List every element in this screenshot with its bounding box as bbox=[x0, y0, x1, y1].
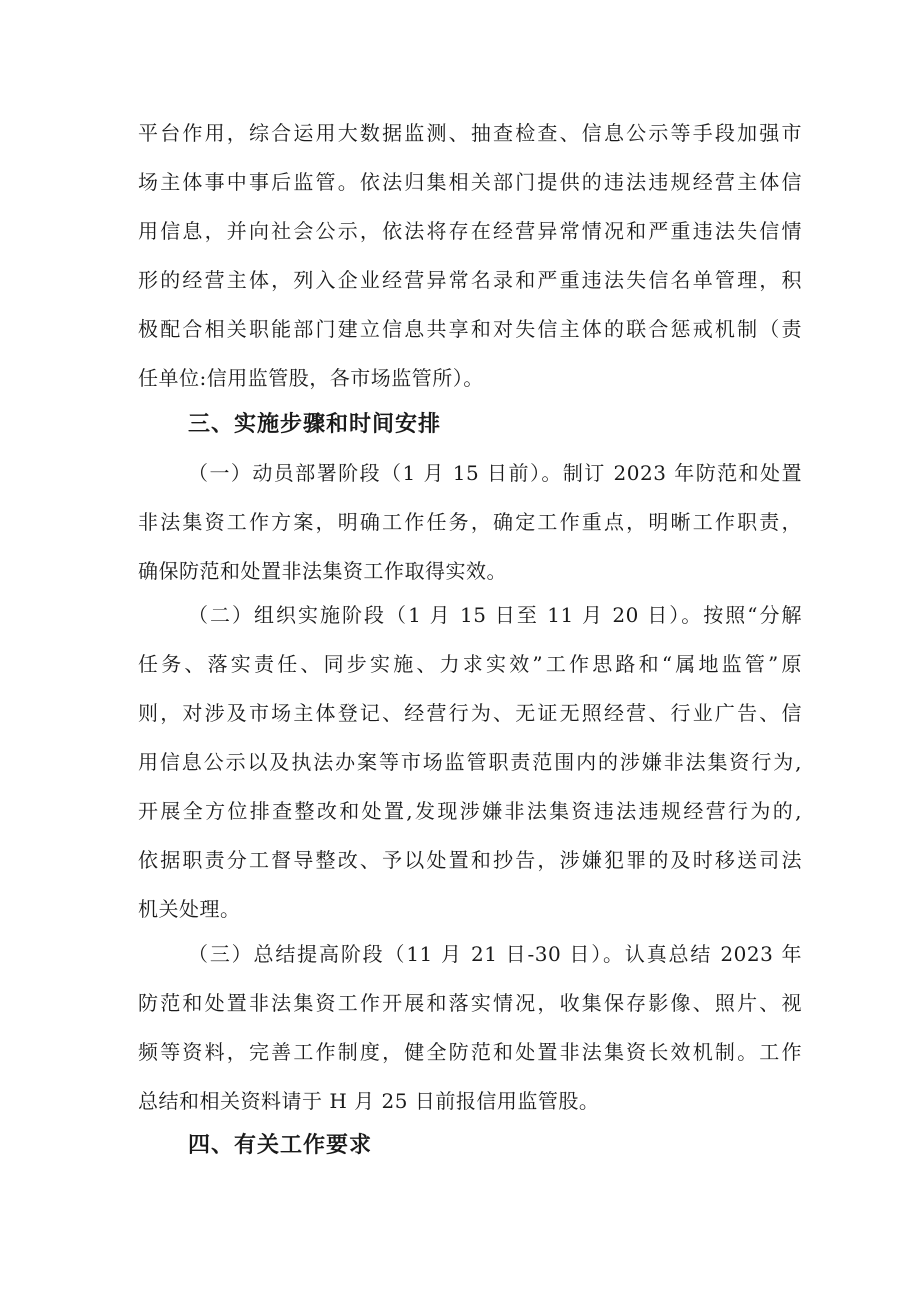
paragraph-line: 机关处理。 bbox=[138, 897, 241, 921]
paragraph-line: 任务、落实责任、同步实施、力求实效”工作思路和“属地监管”原 bbox=[138, 652, 802, 676]
section-heading-3: 三、实施步骤和时间安排 bbox=[188, 412, 442, 437]
paragraph-line: 频等资料，完善工作制度，健全防范和处置非法集资长效机制。工作 bbox=[138, 1040, 802, 1064]
paragraph-line: 防范和处置非法集资工作开展和落实情况，收集保存影像、照片、视 bbox=[138, 991, 802, 1015]
paragraph-line: （三）总结提高阶段（11 月 21 日-30 日）。认真总结 2023 年 bbox=[188, 942, 802, 966]
paragraph-line: 依据职责分工督导整改、予以处置和抄告，涉嫌犯罪的及时移送司法 bbox=[138, 848, 802, 872]
paragraph-line: 用信息，并向社会公示，依法将存在经营异常情况和严重违法失信情 bbox=[138, 219, 802, 243]
paragraph-line: 非法集资工作方案，明确工作任务，确定工作重点，明晰工作职责， bbox=[138, 510, 802, 534]
paragraph-line: 开展全方位排查整改和处置,发现涉嫌非法集资违法违规经营行为的, bbox=[138, 799, 802, 823]
paragraph-line: 场主体事中事后监管。依法归集相关部门提供的违法违规经营主体信 bbox=[138, 170, 802, 194]
paragraph-line: 则，对涉及市场主体登记、经营行为、无证无照经营、行业广告、信 bbox=[138, 701, 802, 725]
paragraph-line: 确保防范和处置非法集资工作取得实效。 bbox=[138, 559, 507, 583]
paragraph-line: 形的经营主体，列入企业经营异常名录和严重违法失信名单管理，积 bbox=[138, 268, 802, 292]
paragraph-line: 极配合相关职能部门建立信息共享和对失信主体的联合惩戒机制（责 bbox=[138, 317, 802, 341]
paragraph-line: （二）组织实施阶段（1 月 15 日至 11 月 20 日）。按照“分解 bbox=[188, 603, 802, 627]
paragraph-line: （一）动员部署阶段（1 月 15 日前）。制订 2023 年防范和处置 bbox=[188, 461, 802, 485]
paragraph-line: 总结和相关资料请于 H 月 25 日前报信用监管股。 bbox=[138, 1089, 600, 1113]
section-heading-4: 四、有关工作要求 bbox=[188, 1133, 373, 1158]
paragraph-line: 用信息公示以及执法办案等市场监管职责范围内的涉嫌非法集资行为, bbox=[138, 750, 802, 774]
paragraph-line: 任单位:信用监管股，各市场监管所）。 bbox=[138, 366, 484, 390]
paragraph-line: 平台作用，综合运用大数据监测、抽查检查、信息公示等手段加强市 bbox=[138, 121, 802, 145]
